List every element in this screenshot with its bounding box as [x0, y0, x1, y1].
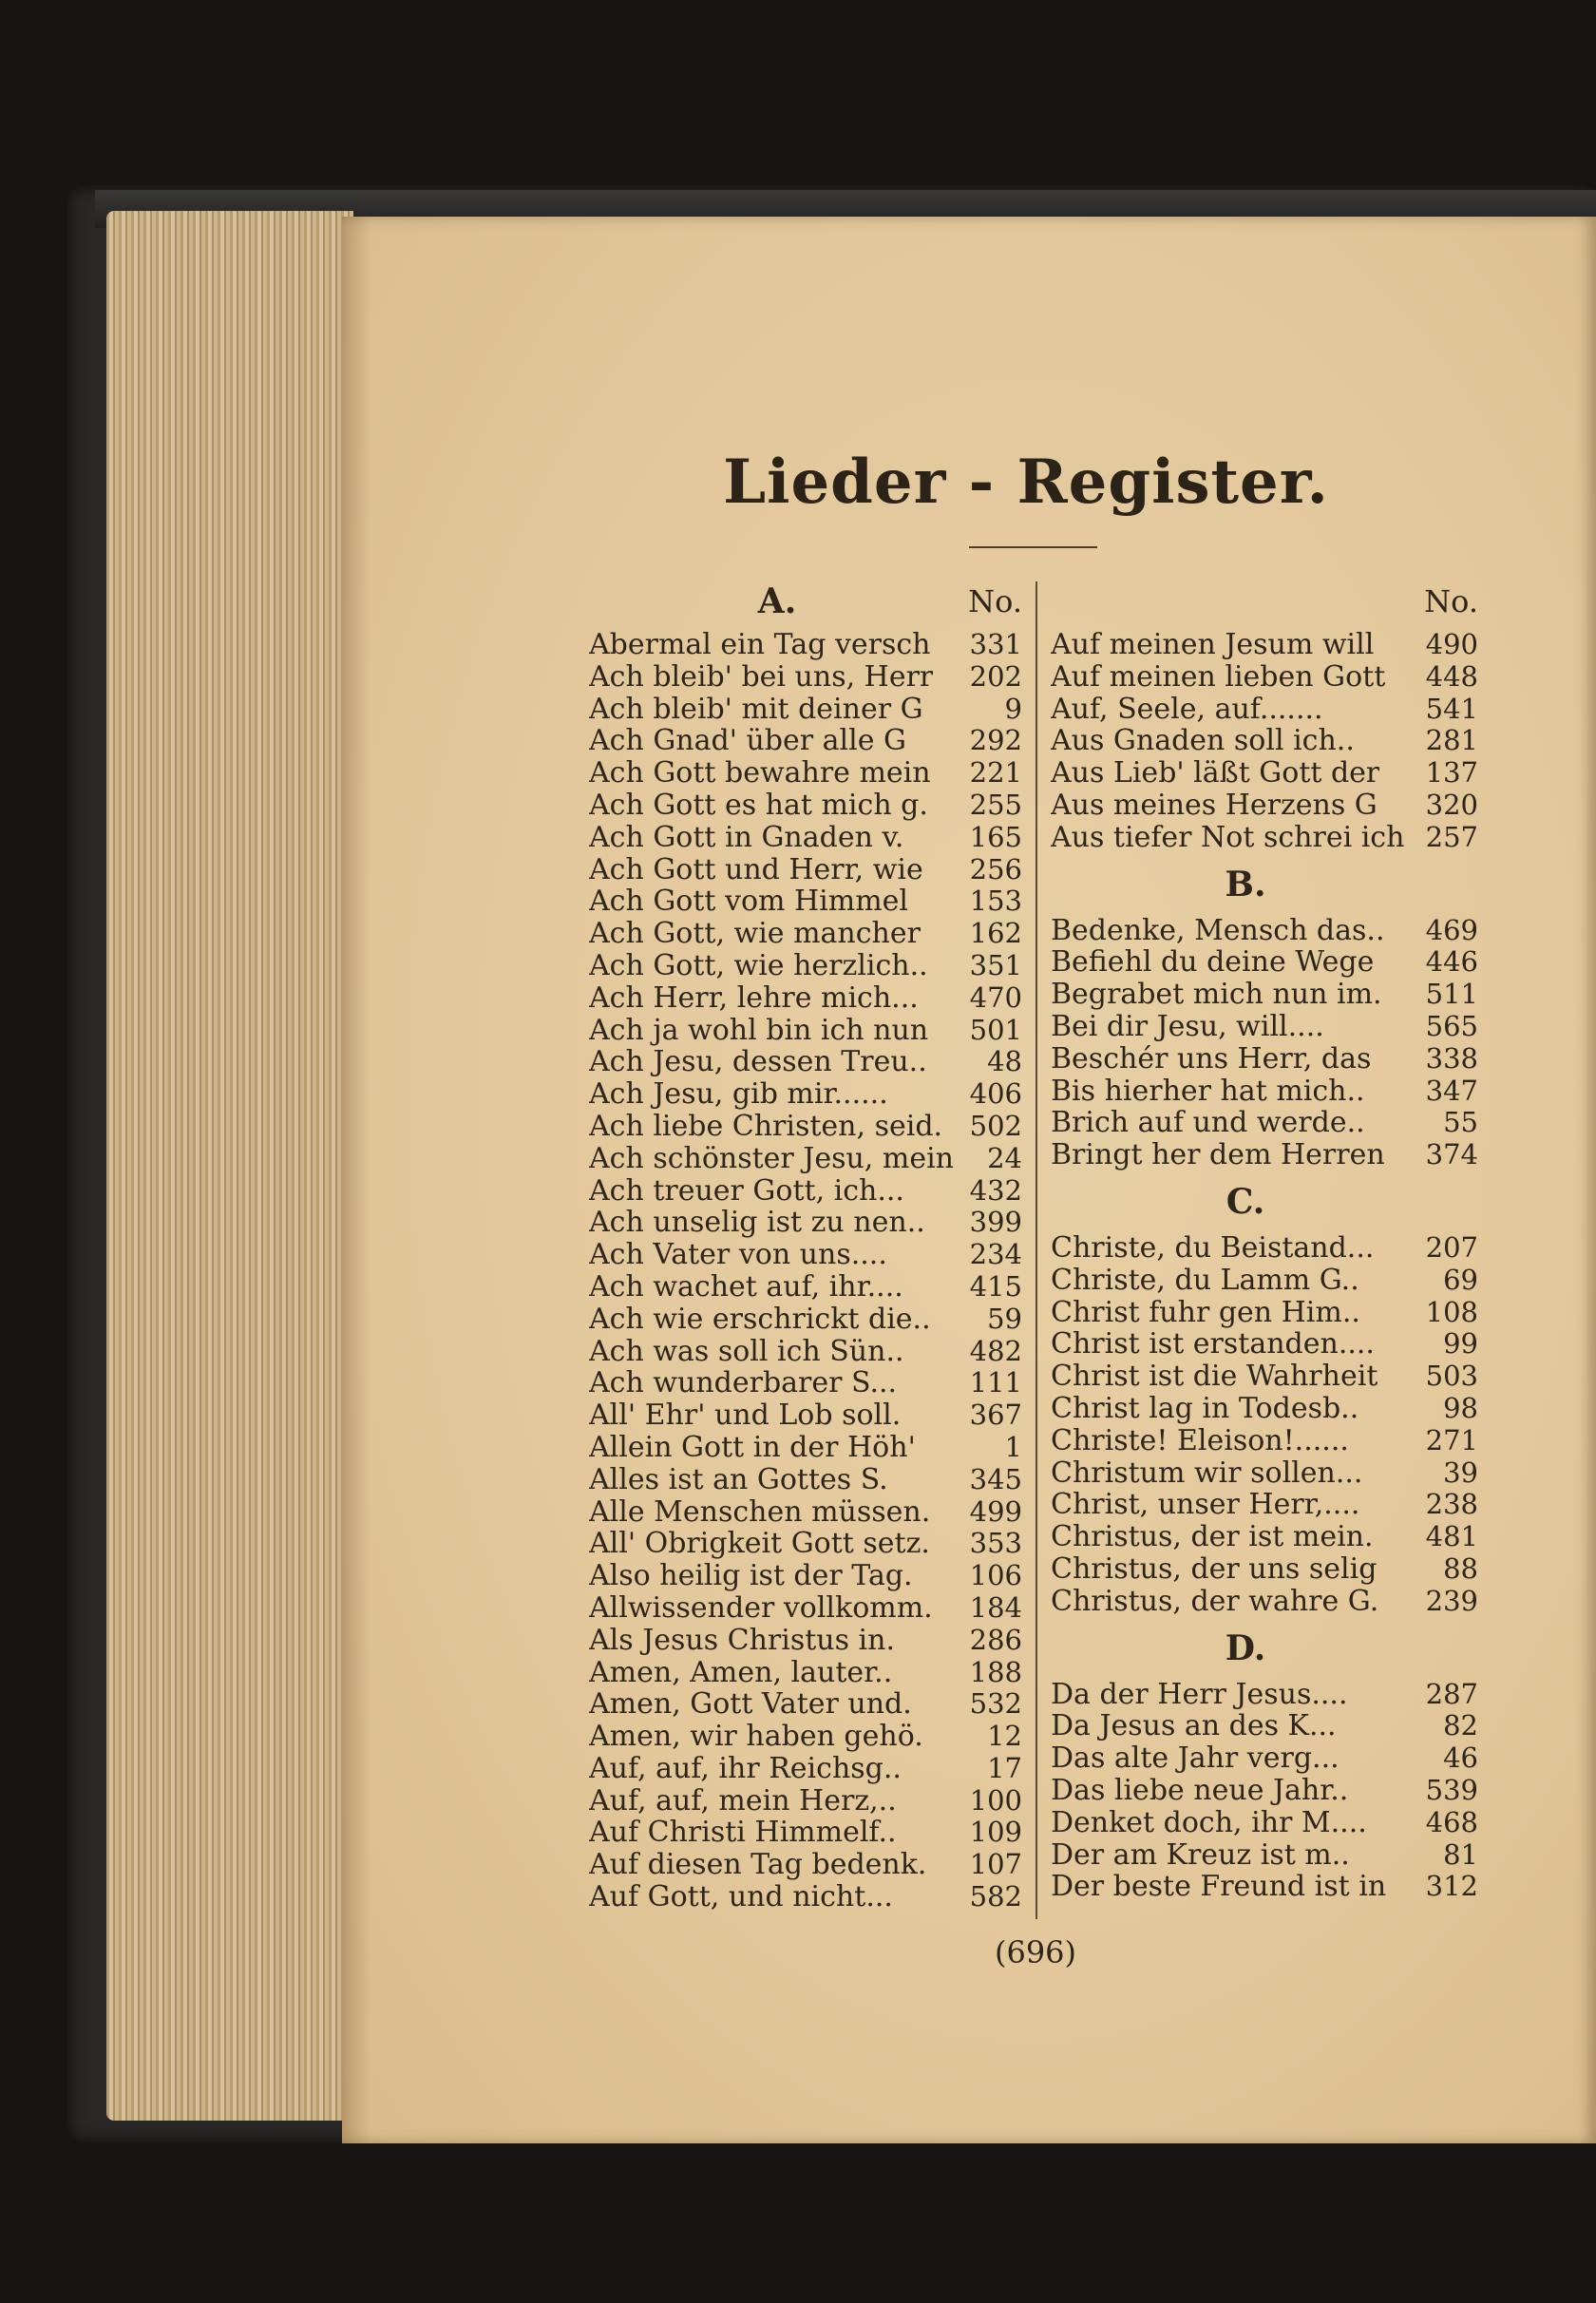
hymn-number: 99	[1443, 1327, 1478, 1361]
hymn-number: 312	[1425, 1870, 1478, 1903]
hymn-number: 137	[1425, 756, 1478, 790]
index-entry	[1051, 1361, 1478, 1393]
hymn-number: 55	[1443, 1106, 1478, 1139]
hymn-title: Christus, der uns selig	[1051, 1552, 1378, 1586]
index-entry	[1051, 1871, 1478, 1903]
index-entry	[589, 725, 1022, 757]
hymn-number: 292	[969, 724, 1022, 757]
hymn-title: Da der Herr Jesus....	[1051, 1678, 1348, 1711]
index-entry	[1051, 725, 1478, 757]
index-entry	[1051, 694, 1478, 726]
hymn-number: 582	[969, 1880, 1022, 1913]
hymn-number: 353	[969, 1527, 1022, 1560]
hymn-number: 255	[969, 788, 1022, 821]
hymn-title: Befiehl du deine Wege	[1051, 946, 1375, 980]
hymn-title: Ach Vater von uns....	[589, 1239, 887, 1271]
title-rule	[969, 546, 1097, 548]
index-entry	[1051, 1553, 1478, 1586]
hymn-number: 503	[1425, 1360, 1478, 1393]
hymn-title: Amen, Amen, lauter..	[589, 1656, 893, 1689]
hymn-title: Denket doch, ihr M....	[1051, 1806, 1367, 1839]
hymn-number: 331	[969, 628, 1022, 660]
hymn-number: 81	[1443, 1837, 1478, 1871]
index-entry	[589, 1399, 1022, 1432]
index-entry	[1051, 1679, 1478, 1711]
index-entry	[1051, 1775, 1478, 1807]
hymn-number: 347	[1425, 1074, 1478, 1107]
hymn-number: 367	[969, 1399, 1022, 1432]
index-entry	[589, 885, 1022, 918]
hymn-number: 108	[1425, 1295, 1478, 1328]
hymn-number: 46	[1443, 1742, 1478, 1775]
index-entry	[589, 1849, 1022, 1881]
index-entry	[1051, 979, 1478, 1011]
hymn-number: 415	[969, 1269, 1022, 1303]
page-title: Lieder - Register.	[723, 447, 1329, 518]
hymn-title: Amen, wir haben gehö.	[589, 1721, 923, 1753]
hymn-title: Ach bleib' bei uns, Herr	[589, 660, 934, 694]
hymn-title: Ach Jesu, gib mir......	[589, 1078, 888, 1111]
hymn-title: Auf meinen Jesum will	[1051, 629, 1375, 661]
hymn-title: Ach Gott in Gnaden v.	[589, 821, 904, 854]
hymn-number: 48	[987, 1045, 1022, 1078]
hymn-number: 109	[969, 1816, 1022, 1849]
index-entry	[1051, 661, 1478, 694]
hymn-title: Ach liebe Christen, seid.	[589, 1110, 943, 1143]
hymn-title: Bedenke, Mensch das..	[1051, 914, 1385, 947]
hymn-title: Auf, Seele, auf.......	[1051, 693, 1323, 726]
page-edges	[106, 211, 353, 2121]
index-entry	[589, 1111, 1022, 1143]
index-entry	[589, 1560, 1022, 1592]
hymn-title: Alle Menschen müssen.	[589, 1495, 931, 1529]
hymn-number: 100	[969, 1783, 1022, 1817]
hymn-title: Ach Gott es hat mich g.	[589, 789, 928, 822]
hymn-title: Ach ja wohl bin ich nun	[589, 1014, 929, 1047]
page-number: (696)	[994, 1934, 1077, 1970]
hymn-title: Allein Gott in der Höh'	[589, 1431, 916, 1464]
hymn-number: 490	[1425, 628, 1478, 660]
hymn-number: 256	[969, 852, 1022, 885]
hymn-number: 9	[1004, 692, 1022, 725]
hymn-title: Bei dir Jesu, will....	[1051, 1010, 1324, 1043]
hymn-title: Amen, Gott Vater und.	[589, 1688, 912, 1722]
number-column-label: No.	[1424, 583, 1478, 619]
index-entry	[589, 1078, 1022, 1111]
hymn-title: Ach was soll ich Sün..	[589, 1335, 904, 1368]
hymn-title: Aus meines Herzens G	[1051, 789, 1378, 822]
hymn-number: 39	[1443, 1456, 1478, 1489]
index-entry	[1051, 1011, 1478, 1043]
hymn-number: 1	[1004, 1430, 1022, 1463]
index-entry	[589, 790, 1022, 822]
index-entry	[1051, 1328, 1478, 1361]
hymn-title: Ach Jesu, dessen Treu..	[589, 1046, 927, 1079]
hymn-number: 184	[969, 1590, 1022, 1624]
index-entry	[589, 822, 1022, 854]
section-heading: A.	[757, 581, 797, 621]
hymn-number: 271	[1425, 1423, 1478, 1456]
hymn-title: Allwissender vollkomm.	[589, 1591, 933, 1625]
hymn-number: 499	[969, 1494, 1022, 1528]
index-entry	[1051, 915, 1478, 947]
index-entry	[589, 1304, 1022, 1336]
hymn-title: Ach unselig ist zu nen..	[589, 1207, 925, 1240]
hymn-title: Christus, der ist mein.	[1051, 1521, 1374, 1553]
index-entry	[589, 1881, 1022, 1913]
hymn-number: 541	[1425, 692, 1478, 725]
hymn-title: Alles ist an Gottes S.	[589, 1463, 888, 1496]
hymn-number: 165	[969, 820, 1022, 853]
hymn-title: Also heilig ist der Tag.	[589, 1560, 913, 1592]
hymn-number: 111	[969, 1366, 1022, 1399]
index-entry	[589, 1592, 1022, 1625]
index-entry	[589, 1175, 1022, 1208]
hymn-title: Ach bleib' mit deiner G	[589, 693, 923, 726]
hymn-title: Beschér uns Herr, das	[1051, 1042, 1372, 1075]
index-entry	[589, 1817, 1022, 1849]
index-entry	[1051, 1521, 1478, 1553]
hymn-title: Der am Kreuz ist m..	[1051, 1838, 1350, 1872]
hymn-title: Begrabet mich nun im.	[1051, 979, 1382, 1011]
index-entry	[1051, 1043, 1478, 1075]
index-entry	[1051, 790, 1478, 822]
index-entry	[1051, 1742, 1478, 1775]
hymn-title: Aus Lieb' läßt Gott der	[1051, 757, 1380, 790]
hymn-title: Ach Gott, wie mancher	[589, 918, 921, 950]
hymn-number: 511	[1425, 978, 1478, 1011]
hymn-title: Ach wie erschrickt die..	[589, 1303, 931, 1336]
hymn-title: Ach wachet auf, ihr....	[589, 1270, 903, 1304]
index-entry	[1051, 1425, 1478, 1457]
hymn-title: All' Ehr' und Lob soll.	[589, 1399, 902, 1432]
page-gutter-shadow	[342, 217, 370, 2143]
hymn-number: 448	[1425, 659, 1478, 693]
hymn-number: 502	[969, 1109, 1022, 1142]
hymn-number: 257	[1425, 820, 1478, 853]
index-entry	[1051, 946, 1478, 979]
index-entry	[589, 1688, 1022, 1721]
index-entry	[589, 1464, 1022, 1496]
index-entry	[589, 1721, 1022, 1753]
hymn-title: All' Obrigkeit Gott setz.	[589, 1528, 930, 1561]
hymn-number: 320	[1425, 788, 1478, 821]
hymn-number: 287	[1425, 1677, 1478, 1710]
hymn-title: Auf diesen Tag bedenk.	[589, 1849, 927, 1882]
hymn-number: 221	[969, 756, 1022, 790]
hymn-number: 202	[969, 659, 1022, 693]
hymn-title: Der beste Freund ist in	[1051, 1871, 1387, 1904]
hymn-title: Ach Gott, wie herzlich..	[589, 949, 928, 982]
hymn-number: 286	[969, 1623, 1022, 1656]
hymn-number: 162	[969, 917, 1022, 950]
hymn-title: Christ, unser Herr,....	[1051, 1489, 1360, 1522]
index-entry	[1051, 1297, 1478, 1329]
hymn-number: 406	[969, 1077, 1022, 1111]
hymn-title: Christe! Eleison!......	[1051, 1424, 1349, 1457]
right-column-header	[1051, 581, 1478, 625]
index-entry	[1051, 1457, 1478, 1490]
column-divider	[1036, 581, 1037, 1919]
hymn-title: Auf Gott, und nicht...	[589, 1881, 893, 1913]
hymn-title: Ach schönster Jesu, mein	[589, 1142, 954, 1175]
hymn-title: Ach Gott bewahre mein	[589, 757, 931, 790]
hymn-number: 469	[1425, 913, 1478, 946]
hymn-number: 98	[1443, 1391, 1478, 1424]
hymn-number: 239	[1425, 1584, 1478, 1617]
hymn-number: 351	[969, 948, 1022, 981]
hymn-title: Ach Gnad' über alle G	[589, 725, 906, 758]
hymn-title: Das alte Jahr verg...	[1051, 1742, 1340, 1775]
hymn-number: 207	[1425, 1230, 1478, 1264]
index-entry	[589, 982, 1022, 1015]
index-entry	[1051, 1586, 1478, 1618]
index-entry	[1051, 1489, 1478, 1521]
right-column	[1051, 581, 1478, 1903]
hymn-number: 106	[969, 1559, 1022, 1592]
index-entry	[1051, 822, 1478, 854]
index-entry	[589, 694, 1022, 726]
hymn-title: Bringt her dem Herren	[1051, 1139, 1385, 1171]
index-entry	[1051, 1075, 1478, 1108]
section-heading: C.	[1226, 1181, 1265, 1222]
hymn-number: 24	[987, 1141, 1022, 1174]
index-entry	[589, 1271, 1022, 1304]
hymn-number: 532	[969, 1687, 1022, 1721]
index-entry	[589, 1367, 1022, 1399]
hymn-number: 281	[1425, 724, 1478, 757]
hymn-title: Christus, der wahre G.	[1051, 1585, 1379, 1618]
hymn-title: Abermal ein Tag versch	[589, 629, 931, 661]
index-entry	[1051, 1807, 1478, 1839]
number-column-label: No.	[968, 583, 1022, 619]
index-entry	[589, 1336, 1022, 1368]
index-entry	[1051, 1232, 1478, 1265]
index-entry	[589, 1432, 1022, 1464]
index-entry	[1051, 1107, 1478, 1139]
section-heading: B.	[1225, 864, 1266, 904]
hymn-number: 69	[1443, 1263, 1478, 1296]
hymn-title: Bis hierher hat mich..	[1051, 1075, 1365, 1108]
hymn-title: Christ lag in Todesb..	[1051, 1392, 1359, 1425]
hymn-title: Christum wir sollen...	[1051, 1456, 1363, 1490]
index-entry	[589, 1207, 1022, 1239]
index-entry	[589, 950, 1022, 982]
index-entry	[589, 1528, 1022, 1560]
hymn-title: Christe, du Lamm G..	[1051, 1264, 1359, 1297]
hymn-number: 153	[969, 885, 1022, 918]
hymn-title: Aus tiefer Not schrei ich	[1051, 821, 1405, 854]
hymn-number: 82	[1443, 1709, 1478, 1742]
hymn-title: Christe, du Beistand...	[1051, 1231, 1375, 1265]
index-entry	[589, 1657, 1022, 1689]
index-entry	[1051, 629, 1478, 661]
index-entry	[589, 918, 1022, 950]
index-entry	[1051, 1839, 1478, 1872]
hymn-number: 107	[969, 1848, 1022, 1881]
left-entry-list	[589, 629, 1022, 1913]
index-entry	[589, 1015, 1022, 1047]
index-entry	[589, 1239, 1022, 1271]
index-entry	[589, 854, 1022, 886]
index-entry	[589, 1753, 1022, 1785]
hymn-title: Ach wunderbarer S...	[589, 1367, 898, 1400]
hymn-number: 501	[969, 1013, 1022, 1046]
hymn-number: 446	[1425, 945, 1478, 979]
index-entry	[589, 1625, 1022, 1657]
hymn-title: Aus Gnaden soll ich..	[1051, 725, 1355, 758]
hymn-number: 12	[987, 1720, 1022, 1753]
hymn-number: 539	[1425, 1773, 1478, 1806]
hymn-number: 238	[1425, 1488, 1478, 1521]
left-column-header	[589, 581, 1022, 625]
hymn-number: 432	[969, 1173, 1022, 1207]
hymn-number: 482	[969, 1334, 1022, 1367]
index-entry	[589, 1785, 1022, 1818]
hymn-number: 345	[969, 1462, 1022, 1495]
index-entry	[589, 661, 1022, 694]
hymn-title: Ach treuer Gott, ich...	[589, 1174, 904, 1208]
hymn-title: Das liebe neue Jahr..	[1051, 1774, 1349, 1807]
hymn-number: 470	[969, 980, 1022, 1014]
index-entry	[589, 1143, 1022, 1175]
hymn-title: Als Jesus Christus in.	[589, 1624, 895, 1657]
index-entry	[1051, 1393, 1478, 1425]
hymn-title: Ach Herr, lehre mich...	[589, 981, 919, 1015]
hymn-number: 234	[969, 1238, 1022, 1271]
section-heading: D.	[1225, 1627, 1266, 1668]
index-entry	[1051, 1710, 1478, 1742]
hymn-number: 88	[1443, 1551, 1478, 1585]
hymn-number: 17	[987, 1751, 1022, 1784]
hymn-number: 481	[1425, 1520, 1478, 1553]
index-entry	[1051, 1139, 1478, 1171]
hymn-number: 565	[1425, 1009, 1478, 1042]
hymn-title: Auf, auf, ihr Reichsg..	[589, 1752, 902, 1785]
hymn-number: 468	[1425, 1805, 1478, 1838]
index-entry	[589, 1496, 1022, 1529]
hymn-number: 399	[969, 1206, 1022, 1239]
index-entry	[589, 629, 1022, 661]
hymn-title: Auf meinen lieben Gott	[1051, 660, 1386, 694]
hymn-title: Auf Christi Himmelf..	[589, 1817, 897, 1850]
hymn-title: Christ fuhr gen Him..	[1051, 1296, 1360, 1329]
hymn-title: Christ ist erstanden....	[1051, 1328, 1375, 1361]
index-entry	[1051, 757, 1478, 790]
index-entry	[1051, 1265, 1478, 1297]
left-column	[589, 581, 1022, 1913]
index-entry	[589, 757, 1022, 790]
right-entry-list	[1051, 629, 1478, 1903]
hymn-number: 59	[987, 1302, 1022, 1335]
hymn-title: Ach Gott und Herr, wie	[589, 853, 923, 886]
hymn-number: 374	[1425, 1138, 1478, 1171]
hymn-title: Da Jesus an des K...	[1051, 1710, 1337, 1743]
index-entry	[589, 1046, 1022, 1078]
hymn-title: Auf, auf, mein Herz,..	[589, 1784, 897, 1818]
hymn-title: Christ ist die Wahrheit	[1051, 1361, 1378, 1393]
hymn-number: 188	[969, 1655, 1022, 1688]
hymn-title: Ach Gott vom Himmel	[589, 885, 908, 919]
hymn-number: 338	[1425, 1041, 1478, 1075]
hymn-title: Brich auf und werde..	[1051, 1107, 1365, 1140]
